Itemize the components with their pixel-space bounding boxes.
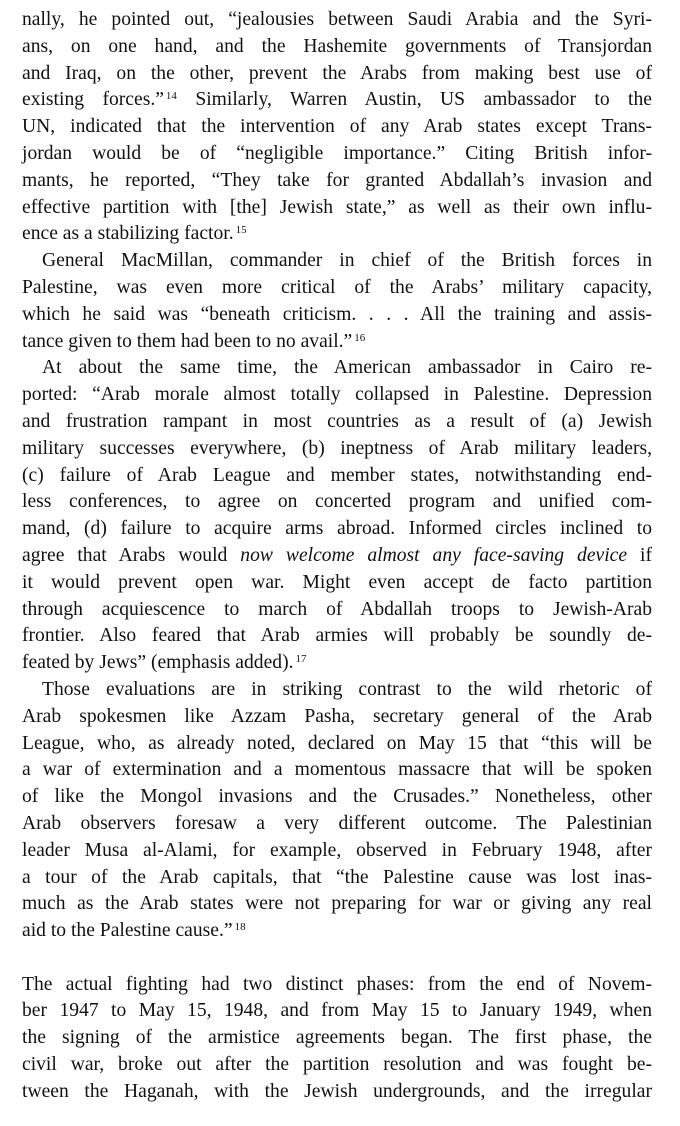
text-line: ber 1947 to May 15, 1948, and from May 15 to January 1949, when (22, 1000, 652, 1022)
text-line: (c) failure of Arab League and member states, notwithstanding end- (22, 464, 652, 486)
paragraph (22, 7, 652, 248)
paragraph (22, 248, 652, 355)
footnote-ref: 18 (234, 921, 246, 934)
text-segment: aid to the Palestine cause.” (22, 920, 233, 942)
text-line: which he said was “beneath criticism. . . . All the training and assis- (22, 303, 652, 325)
text-segment: if (627, 544, 652, 566)
text-line: and Iraq, on the other, prevent the Arabs from making best use of (22, 62, 652, 84)
footnote-ref: 15 (235, 224, 247, 237)
text-line: jordan would be of “negligible importance.” Citing British infor- (22, 142, 652, 164)
text-line (22, 918, 652, 945)
paragraph (22, 355, 652, 677)
text-line: of like the Mongol invasions and the Crusades.” Nonetheless, other (22, 786, 652, 808)
text-line (22, 329, 652, 356)
text-line: tween the Haganah, with the Jewish undergrounds, and the irregular (22, 1080, 652, 1102)
text-line: civil war, broke out after the partition resolution and was fought be- (22, 1054, 652, 1076)
text-line: a tour of the Arab capitals, that “the Palestine cause was lost inas- (22, 866, 652, 888)
text-line: frontier. Also feared that Arab armies will probably be soundly de- (22, 625, 652, 647)
text-segment: ence as a stabilizing factor. (22, 223, 234, 245)
text-line (22, 650, 652, 677)
text-segment: Similarly, Warren Austin, US ambassador to the (176, 89, 652, 111)
text-line: it would prevent open war. Might even accept de facto partition (22, 571, 652, 593)
text-line: much as the Arab states were not preparing for war or giving any real (22, 893, 652, 915)
text-line: the signing of the armistice agreements began. The first phase, the (22, 1027, 652, 1049)
text-line: leader Musa al-Alami, for example, observed in February 1948, after (22, 839, 652, 861)
text-line: nally, he pointed out, “jealousies between Saudi Arabia and the Syri- (22, 9, 652, 30)
text-line: Arab observers foresaw a very different outcome. The Palestinian (22, 812, 652, 834)
text-line: less conferences, to agree on concerted program and unified com- (22, 491, 652, 513)
text-line: through acquiescence to march of Abdallah troops to Jewish-Arab (22, 598, 652, 620)
text-line (22, 543, 652, 570)
footnote-ref: 16 (354, 331, 366, 344)
text-line: mants, he reported, “They take for granted Abdallah’s invasion and (22, 169, 652, 191)
text-segment: agree that Arabs would (22, 544, 241, 566)
text-line: ans, on one hand, and the Hashemite governments of Transjordan (22, 35, 652, 57)
text-segment: existing forces.” (22, 89, 164, 111)
text-line: military successes everywhere, (b) ineptness of Arab military leaders, (22, 437, 652, 459)
text-line: effective partition with [the] Jewish state,” as well as their own influ- (22, 196, 652, 218)
text-line: At about the same time, the American ambassador in Cairo re- (42, 357, 652, 379)
text-line: General MacMillan, commander in chief of the British forces in (42, 250, 652, 272)
text-line: UN, indicated that the intervention of any Arab states except Trans- (22, 116, 652, 138)
emphasis-text: now welcome almost any face-saving device (240, 544, 628, 566)
text-line: League, who, as already noted, declared on May 15 that “this will be (22, 732, 652, 754)
text-line: Arab spokesmen like Azzam Pasha, secretary general of the Arab (22, 705, 652, 727)
text-line (22, 221, 652, 248)
footnote-ref: 17 (295, 653, 307, 666)
text-line (22, 87, 652, 114)
text-line: a war of extermination and a momentous massacre that will be spoken (22, 759, 652, 781)
paragraph (22, 677, 652, 945)
text-line: and frustration rampant in most countries as a result of (a) Jewish (22, 410, 652, 432)
text-line: mand, (d) failure to acquire arms abroad. Informed circles inclined to (22, 518, 652, 540)
text-line: The actual fighting had two distinct phases: from the end of Novem- (22, 973, 652, 995)
text-line: Those evaluations are in striking contrast to the wild rhetoric of (42, 678, 652, 700)
paragraph (22, 972, 652, 1106)
text-line: ported: “Arab morale almost totally collapsed in Palestine. Depression (22, 384, 652, 406)
text-segment: feated by Jews” (emphasis added). (22, 652, 294, 674)
footnote-ref: 14 (165, 90, 177, 103)
text-segment: tance given to them had been to no avail.” (22, 330, 353, 352)
text-line: Palestine, was even more critical of the Arabs’ military capacity, (22, 276, 652, 298)
